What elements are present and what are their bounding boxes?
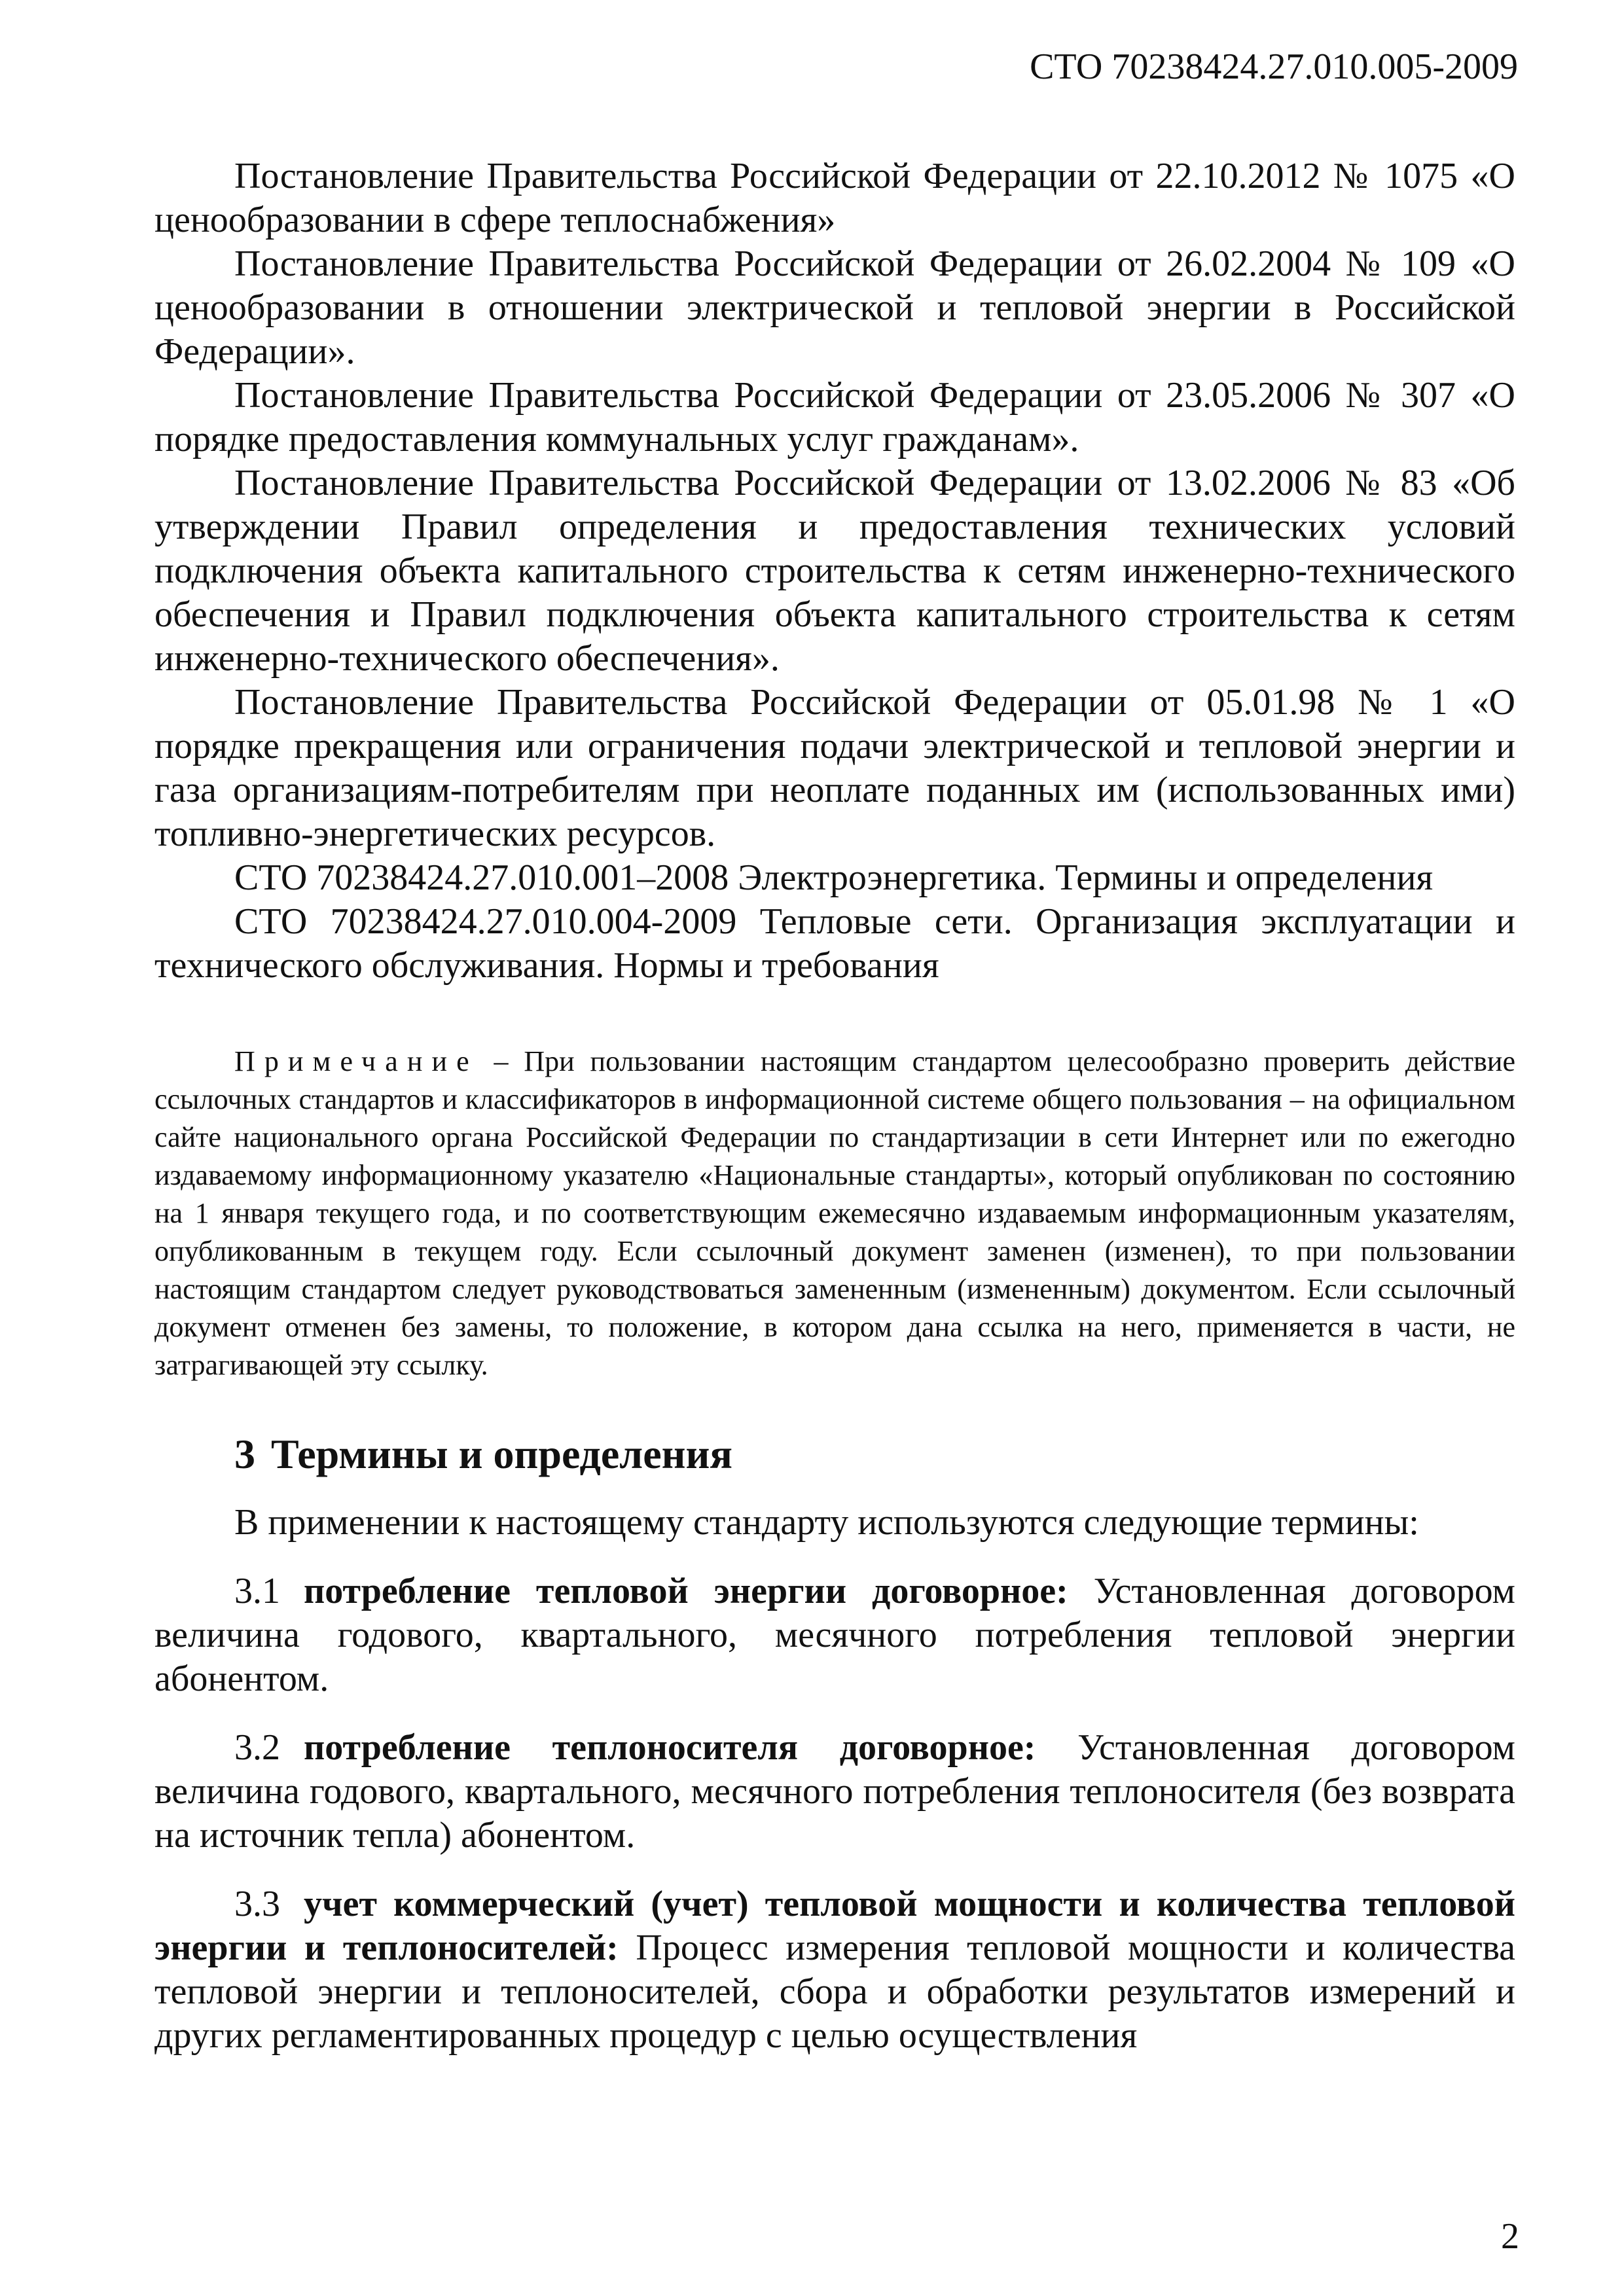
term-number: 3.1 [234, 1571, 280, 1611]
term-3-1 [154, 1570, 1515, 1701]
reference-6: СТО 70238424.27.010.001–2008 Электроэнергетика. Термины и определения [234, 857, 1434, 898]
term-number: 3.3 [234, 1884, 280, 1924]
term-name: учет коммерческий (учет) тепловой мощности и количества тепловой энергии и теплоносителей: [154, 1884, 1515, 1968]
reference-3: Постановление Правительства Российской Федерации от 23.05.2006 № 307 «О порядке предоставления коммунальных услуг гражданам». [154, 375, 1515, 459]
document-body [154, 154, 1515, 2058]
note-paragraph [154, 1043, 1515, 1384]
section-intro: В применении к настоящему стандарту используются следующие термины: [234, 1502, 1419, 1543]
term-number: 3.2 [234, 1727, 280, 1768]
document-code-header: СТО 70238424.27.010.005-2009 [1030, 46, 1518, 87]
reference-1: Постановление Правительства Российской Федерации от 22.10.2012 № 1075 «О ценообразовании в сфере теплоснабжения» [154, 156, 1515, 240]
section-title: Термины и определения [271, 1431, 732, 1477]
term-name: потребление тепловой энергии договорное: [304, 1571, 1068, 1611]
reference-2: Постановление Правительства Российской Федерации от 26.02.2004 № 109 «О ценообразовании в отношении электрической и тепловой энергии в Российской Федерации». [154, 243, 1515, 372]
term-3-3 [154, 1882, 1515, 2058]
section-number: 3 [234, 1431, 255, 1477]
term-3-2 [154, 1726, 1515, 1857]
term-definition: Установленная договором величина годового, квартального, месячного потребления теплоносителя (без возврата на источник тепла) абонентом. [154, 1727, 1515, 1856]
reference-5: Постановление Правительства Российской Федерации от 05.01.98 № 1 «О порядке прекращения или ограничения подачи электрической и тепловой энергии и газа организациям-потребителям при неоплате поданных им (использованных ими) топливно-энергетических ресурсов. [154, 682, 1515, 854]
section-heading [234, 1425, 1515, 1484]
page-number: 2 [1501, 2216, 1519, 2257]
reference-7: СТО 70238424.27.010.004-2009 Тепловые сети. Организация эксплуатации и технического обслуживания. Нормы и требования [154, 901, 1515, 986]
term-name: потребление теплоносителя договорное: [304, 1727, 1036, 1768]
term-definition: Процесс измерения тепловой мощности и количества тепловой энергии и теплоносителей, сбора и обработки результатов измерений и других регламентированных процедур с целью осуществления [154, 1928, 1515, 2056]
note-label: Примечание [234, 1045, 478, 1077]
term-definition: Установленная договором величина годового, квартального, месячного потребления тепловой энергии абонентом. [154, 1571, 1515, 1699]
reference-4: Постановление Правительства Российской Федерации от 13.02.2006 № 83 «Об утверждении Правил определения и предоставления технических условий подключения объекта капитального строительства к сетям инженерно-технического обеспечения и Правил подключения объекта капитального строительства к сетям инженерно-технического обеспечения». [154, 463, 1515, 679]
note-text: – При пользовании настоящим стандартом целесообразно проверить действие ссылочных стандартов и классификаторов в информационной системе общего пользования – на официальном сайте национального органа Российской Федерации по стандартизации в сети Интернет или по ежегодно издаваемому информационному указателю «Национальные стандарты», который опубликован по состоянию на 1 января текущего года, и по соответствующим ежемесячно издаваемым информационным указателям, опубликованным в текущем году. Если ссылочный документ заменен (изменен), то при пользовании настоящим стандартом следует руководствоваться замененным (измененным) документом. Если ссылочный документ отменен без замены, то положение, в котором дана ссылка на него, применяется в части, не затрагивающей эту ссылку. [154, 1045, 1515, 1381]
